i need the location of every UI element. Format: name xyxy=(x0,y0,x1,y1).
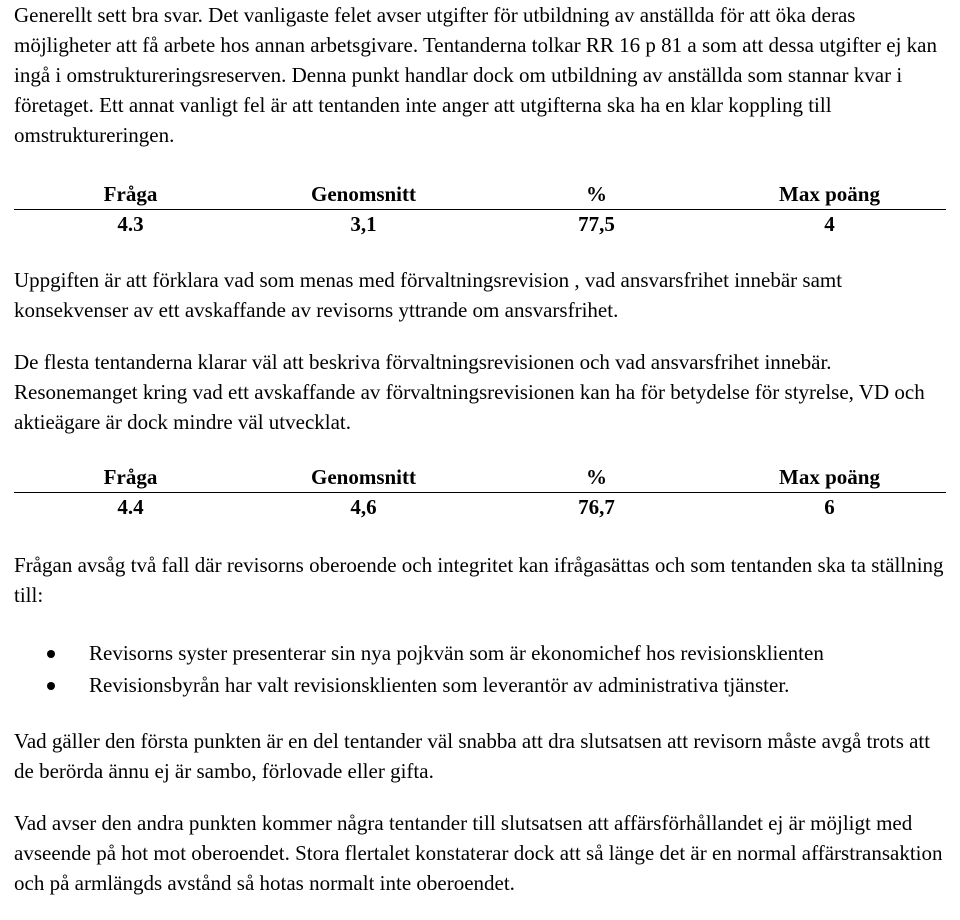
cell-fraga: 4.3 xyxy=(117,212,144,236)
cell-max-poang: 6 xyxy=(824,495,835,519)
score-table-4-3 xyxy=(14,180,946,239)
list-item-text: Revisionsbyrån har valt revisionsklienten som leverantör av administrativa tjänster. xyxy=(89,673,790,697)
paragraph-fragan: Frågan avsåg två fall där revisorns oberoende och integritet kan ifrågasättas och som tentanden ska ta ställning till: xyxy=(14,553,944,607)
header-genomsnitt: Genomsnitt xyxy=(247,180,480,210)
cell-procent: 77,5 xyxy=(578,212,615,236)
paragraph-omstrukturering: Generellt sett bra svar. Det vanligaste felet avser utgifter för utbildning av anställda för att öka deras möjligheter att få arbete hos annan arbetsgivare. Tentanderna tolkar RR 16 p 81 a som att dessa utgifter ej kan ingå i omstruktureringsreserven. Denna punkt handlar dock om utbildning av anställda som stannar kvar i företaget. Ett annat vanligt fel är att tentanden inte anger att utgifterna ska ha en klar koppling till omstruktureringen. xyxy=(14,3,938,147)
paragraph-forvaltningsrevision: De flesta tentanderna klarar väl att beskriva förvaltningsrevisionen och vad ansvarsfrihet innebär. Resonemanget kring vad ett avskaffande av förvaltningsrevisionen kan ha för betydelse för styrelse, VD och aktieägare är dock mindre väl utvecklat. xyxy=(14,350,925,434)
header-procent: % xyxy=(480,463,713,493)
list-item-text: Revisorns syster presenterar sin nya pojkvän som är ekonomichef hos revisionsklienten xyxy=(89,641,824,665)
header-genomsnitt: Genomsnitt xyxy=(247,463,480,493)
cell-genomsnitt: 3,1 xyxy=(350,212,377,236)
paragraph-andra-punkten: Vad avser den andra punkten kommer några tentander till slutsatsen att affärsförhållandet ej är möjligt med avseende på hot mot oberoendet. Stora flertalet konstaterar dock att så länge det är en normal affärstransaktion och på armlängds avstånd så hotas normalt inte oberoendet. xyxy=(14,811,943,895)
cell-procent: 76,7 xyxy=(578,495,615,519)
table-header-row xyxy=(14,463,946,493)
bullet-list xyxy=(14,638,954,700)
table-row xyxy=(14,210,946,240)
score-table-4-4 xyxy=(14,463,946,522)
paragraph-forsta-punkten: Vad gäller den första punkten är en del tentander väl snabba att dra slutsatsen att revisorn måste avgå trots att de berörda ännu ej är sambo, förlovade eller gifta. xyxy=(14,729,931,783)
bullet-icon xyxy=(47,682,55,690)
table-header-row xyxy=(14,180,946,210)
cell-genomsnitt: 4,6 xyxy=(350,495,377,519)
header-max-poang: Max poäng xyxy=(713,180,946,210)
bullet-icon xyxy=(47,650,55,658)
cell-fraga: 4.4 xyxy=(117,495,144,519)
list-item xyxy=(14,670,954,700)
document-page xyxy=(14,0,954,898)
paragraph-uppgiften: Uppgiften är att förklara vad som menas med förvaltningsrevision , vad ansvarsfrihet innebär samt konsekvenser av ett avskaffande av revisorns yttrande om ansvarsfrihet. xyxy=(14,268,843,322)
table-row xyxy=(14,493,946,523)
header-fraga: Fråga xyxy=(14,463,247,493)
cell-max-poang: 4 xyxy=(824,212,835,236)
header-procent: % xyxy=(480,180,713,210)
header-max-poang: Max poäng xyxy=(713,463,946,493)
header-fraga: Fråga xyxy=(14,180,247,210)
list-item xyxy=(14,638,954,668)
